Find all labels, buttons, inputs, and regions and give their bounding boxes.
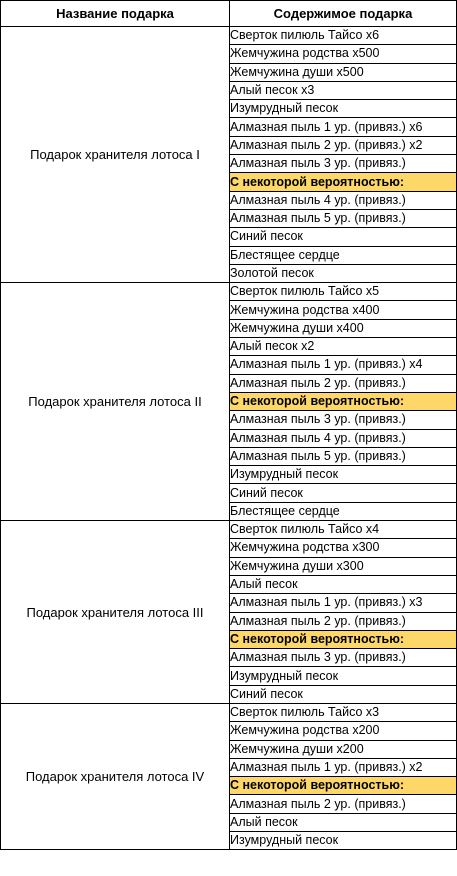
gift-item-cell: Сверток пилюль Тайсо x4: [230, 521, 457, 539]
gift-item-cell: Жемчужина родства x400: [230, 301, 457, 319]
table-row: [1, 703, 457, 721]
gift-item-cell: Сверток пилюль Тайсо x6: [230, 27, 457, 45]
gift-item-cell: Алмазная пыль 4 ур. (привяз.): [230, 429, 457, 447]
table-row: [1, 27, 457, 45]
gift-item-cell: Алмазная пыль 2 ур. (привяз.): [230, 374, 457, 392]
gift-item-cell: Сверток пилюль Тайсо x5: [230, 283, 457, 301]
gift-item-cell: Блестящее сердце: [230, 246, 457, 264]
table-header: [1, 1, 457, 27]
gift-item-cell: Алмазная пыль 1 ур. (привяз.) x6: [230, 118, 457, 136]
gift-item-cell: Жемчужина души x400: [230, 319, 457, 337]
gift-item-cell: Жемчужина души x500: [230, 63, 457, 81]
gift-item-cell: Алмазная пыль 1 ур. (привяз.) x3: [230, 594, 457, 612]
gift-name-cell: Подарок хранителя лотоса III: [1, 521, 230, 704]
gift-item-cell: Алмазная пыль 3 ур. (привяз.): [230, 411, 457, 429]
gift-item-cell: Изумрудный песок: [230, 832, 457, 850]
gift-item-cell: Жемчужина родства x300: [230, 539, 457, 557]
gift-item-cell: Изумрудный песок: [230, 667, 457, 685]
probability-note-cell: С некоторой вероятностью:: [230, 173, 457, 191]
gift-item-cell: Алмазная пыль 3 ур. (привяз.): [230, 155, 457, 173]
table-row: [1, 283, 457, 301]
gift-item-cell: Жемчужина родства x200: [230, 722, 457, 740]
gift-item-cell: Алмазная пыль 3 ур. (привяз.): [230, 649, 457, 667]
gift-item-cell: Сверток пилюль Тайсо x3: [230, 703, 457, 721]
column-header-gift-contents: Содержимое подарка: [230, 1, 457, 27]
gift-item-cell: Изумрудный песок: [230, 100, 457, 118]
gift-item-cell: Алый песок x2: [230, 338, 457, 356]
probability-note-cell: С некоторой вероятностью:: [230, 777, 457, 795]
gift-item-cell: Алый песок: [230, 575, 457, 593]
table-row: [1, 521, 457, 539]
gift-item-cell: Жемчужина души x300: [230, 557, 457, 575]
probability-note-cell: С некоторой вероятностью:: [230, 630, 457, 648]
gift-item-cell: Жемчужина души x200: [230, 740, 457, 758]
table-body: [1, 27, 457, 850]
gift-item-cell: Синий песок: [230, 484, 457, 502]
gift-name-cell: Подарок хранителя лотоса IV: [1, 703, 230, 849]
gift-item-cell: Блестящее сердце: [230, 502, 457, 520]
gift-name-cell: Подарок хранителя лотоса I: [1, 27, 230, 283]
gift-item-cell: Алмазная пыль 2 ур. (привяз.): [230, 612, 457, 630]
header-row: [1, 1, 457, 27]
probability-note-cell: С некоторой вероятностью:: [230, 392, 457, 410]
gift-item-cell: Изумрудный песок: [230, 466, 457, 484]
gift-item-cell: Синий песок: [230, 685, 457, 703]
gift-item-cell: Алый песок x3: [230, 81, 457, 99]
gift-item-cell: Алмазная пыль 1 ур. (привяз.) x2: [230, 758, 457, 776]
gift-item-cell: Жемчужина родства x500: [230, 45, 457, 63]
gift-item-cell: Алмазная пыль 5 ур. (привяз.): [230, 209, 457, 227]
column-header-gift-name: Название подарка: [1, 1, 230, 27]
gift-item-cell: Алмазная пыль 1 ур. (привяз.) x4: [230, 356, 457, 374]
gift-item-cell: Алмазная пыль 2 ур. (привяз.): [230, 795, 457, 813]
gift-item-cell: Синий песок: [230, 228, 457, 246]
gift-item-cell: Золотой песок: [230, 264, 457, 282]
gift-item-cell: Алмазная пыль 2 ур. (привяз.) x2: [230, 136, 457, 154]
gift-item-cell: Алмазная пыль 5 ур. (привяз.): [230, 447, 457, 465]
gift-item-cell: Алый песок: [230, 813, 457, 831]
gift-name-cell: Подарок хранителя лотоса II: [1, 283, 230, 521]
gift-item-cell: Алмазная пыль 4 ур. (привяз.): [230, 191, 457, 209]
